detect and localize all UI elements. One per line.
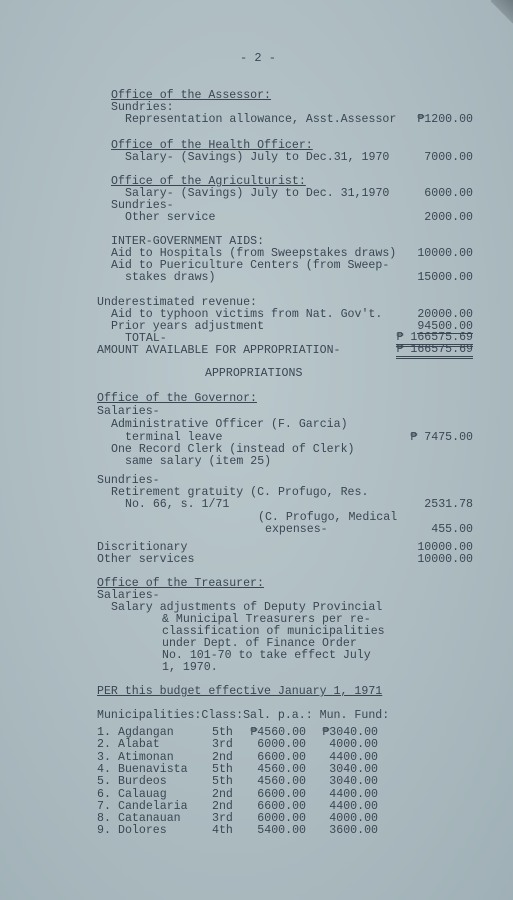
municipality-class: 5th — [212, 775, 233, 789]
budget-heading: PER this budget effective January 1, 1971 — [97, 685, 383, 698]
treasurer-line: Salary adjustments of Deputy Provincial — [111, 601, 383, 614]
governor-item5: Discritionary — [97, 541, 188, 554]
municipality-salary: 6600.00 — [257, 787, 306, 801]
governor-item1a: Administrative Officer (F. Garcia) — [111, 418, 348, 431]
municipality-number: 4. — [97, 762, 111, 776]
municipality-class: 2nd — [212, 787, 233, 801]
municipality-class: 3rd — [212, 738, 233, 752]
municipality-salary: 4560.00 — [257, 762, 306, 776]
governor-item1b: terminal leave — [125, 431, 223, 444]
municipality-salary: 6000.00 — [257, 812, 306, 826]
aids-amount2: 15000.00 — [417, 271, 473, 284]
municipality-salary: 6000.00 — [257, 738, 306, 752]
agri-sub: Sundries- — [111, 199, 174, 212]
municipality-number: 5. — [97, 775, 111, 789]
municipality-salary: 6600.00 — [257, 799, 306, 813]
assessor-sub: Sundries: — [111, 101, 174, 114]
municipality-salary: 5400.00 — [257, 824, 306, 838]
municipality-name: Dolores — [118, 824, 167, 838]
municipality-number: 7. — [97, 799, 111, 813]
agri-amount1: 6000.00 — [424, 187, 473, 200]
governor-amount1: ₱ 7475.00 — [410, 431, 473, 444]
governor-amount5: 10000.00 — [417, 541, 473, 554]
municipality-table-header: Municipalities:Class:Sal. p.a.: Mun. Fund: — [97, 709, 390, 722]
treasurer-line: classification of municipalities — [162, 625, 385, 638]
municipality-number: 3. — [97, 750, 111, 764]
municipality-fund: 3040.00 — [329, 762, 378, 776]
treasurer-heading: Office of the Treasurer: — [97, 577, 264, 590]
municipality-number: 8. — [97, 812, 111, 826]
assessor-item: Representation allowance, Asst.Assessor — [125, 113, 397, 126]
assessor-heading: Office of the Assessor: — [111, 89, 272, 102]
municipality-name: Burdeos — [118, 775, 167, 789]
revenue-item2: Prior years adjustment — [111, 320, 265, 333]
municipality-name: Catanauan — [118, 812, 181, 826]
municipality-name: Alabat — [118, 738, 160, 752]
governor-item3b: No. 66, s. 1/71 — [125, 498, 230, 511]
treasurer-sub: Salaries- — [97, 589, 160, 602]
aids-amount1: 10000.00 — [417, 247, 473, 260]
aids-item2b: stakes draws) — [125, 271, 216, 284]
page-number: - 2 - — [240, 51, 277, 65]
governor-item2b: same salary (item 25) — [125, 455, 272, 468]
municipality-fund: 3600.00 — [329, 824, 378, 838]
municipality-number: 9. — [97, 824, 111, 838]
governor-item2a: One Record Clerk (instead of Clerk) — [111, 443, 355, 456]
governor-item4a: (C. Profugo, Medical — [258, 511, 398, 524]
treasurer-line: & Municipal Treasurers per re- — [162, 613, 371, 626]
revenue-amount1: 20000.00 — [417, 308, 473, 321]
municipality-class: 4th — [212, 824, 233, 838]
governor-item4b: expenses- — [265, 523, 328, 536]
municipality-class: 5th — [212, 762, 233, 776]
revenue-item1: Aid to typhoon victims from Nat. Gov't. — [111, 308, 383, 321]
agri-item2: Other service — [125, 211, 216, 224]
available-label: AMOUNT AVAILABLE FOR APPROPRIATION- — [97, 344, 341, 357]
governor-amount3: 2531.78 — [424, 498, 473, 511]
municipality-salary: 6600.00 — [257, 750, 306, 764]
municipality-class: 2nd — [212, 750, 233, 764]
municipality-name: Candelaria — [118, 799, 188, 813]
appropriations-title: APPROPRIATIONS — [205, 367, 303, 380]
municipality-number: 6. — [97, 787, 111, 801]
municipality-salary: 4560.00 — [257, 775, 306, 789]
aids-item2a: Aid to Puericulture Centers (from Sweep- — [111, 259, 390, 272]
revenue-heading: Underestimated revenue: — [97, 296, 258, 309]
aids-heading: INTER-GOVERNMENT AIDS: — [111, 235, 265, 248]
agri-amount2: 2000.00 — [424, 211, 473, 224]
revenue-amount2: 94500.00 — [417, 320, 473, 333]
municipality-number: 1. — [97, 726, 111, 739]
municipality-name: Atimonan — [118, 750, 174, 764]
agri-item: Salary- (Savings) July to Dec. 31,1970 — [125, 187, 390, 200]
municipality-number: 2. — [97, 738, 111, 752]
municipality-name: Calauag — [118, 787, 167, 801]
municipality-fund: 4400.00 — [329, 750, 378, 764]
assessor-amount: ₱1200.00 — [417, 113, 473, 126]
agri-heading: Office of the Agriculturist: — [111, 175, 306, 188]
revenue-total-amount: ₱ 166575.69 — [396, 331, 473, 347]
governor-sub2: Sundries- — [97, 474, 160, 487]
municipality-class: 2nd — [212, 799, 233, 813]
municipality-class: 5th — [212, 726, 233, 739]
municipality-fund: 4400.00 — [329, 799, 378, 813]
treasurer-line: under Dept. of Finance Order — [162, 637, 357, 650]
municipality-fund: 4400.00 — [329, 787, 378, 801]
municipality-fund: 4000.00 — [329, 738, 378, 752]
municipality-fund: 3040.00 — [329, 775, 378, 789]
treasurer-line: No. 101-70 to take effect July — [162, 649, 371, 662]
municipality-name: Agdangan — [118, 726, 174, 739]
municipality-salary: ₱4560.00 — [250, 726, 306, 739]
health-heading: Office of the Health Officer: — [111, 139, 313, 152]
treasurer-line: 1, 1970. — [162, 661, 218, 674]
municipality-name: Buenavista — [118, 762, 188, 776]
municipality-fund: 4000.00 — [329, 812, 378, 826]
governor-amount4: 455.00 — [431, 523, 473, 536]
municipality-fund: ₱3040.00 — [322, 726, 378, 739]
aids-item1: Aid to Hospitals (from Sweepstakes draws) — [111, 247, 397, 260]
health-amount: 7000.00 — [424, 151, 473, 164]
available-amount: ₱ 166575.69 — [396, 343, 473, 359]
revenue-total-label: TOTAL- — [125, 332, 167, 345]
governor-amount6: 10000.00 — [417, 553, 473, 566]
health-item: Salary- (Savings) July to Dec.31, 1970 — [125, 151, 390, 164]
governor-item3a: Retirement gratuity (C. Profugo, Res. — [111, 486, 369, 499]
municipality-class: 3rd — [212, 812, 233, 826]
page-corner-fold — [491, 0, 513, 30]
governor-heading: Office of the Governor: — [97, 392, 258, 405]
governor-sub: Salaries- — [97, 405, 160, 418]
governor-item6: Other services — [97, 553, 195, 566]
